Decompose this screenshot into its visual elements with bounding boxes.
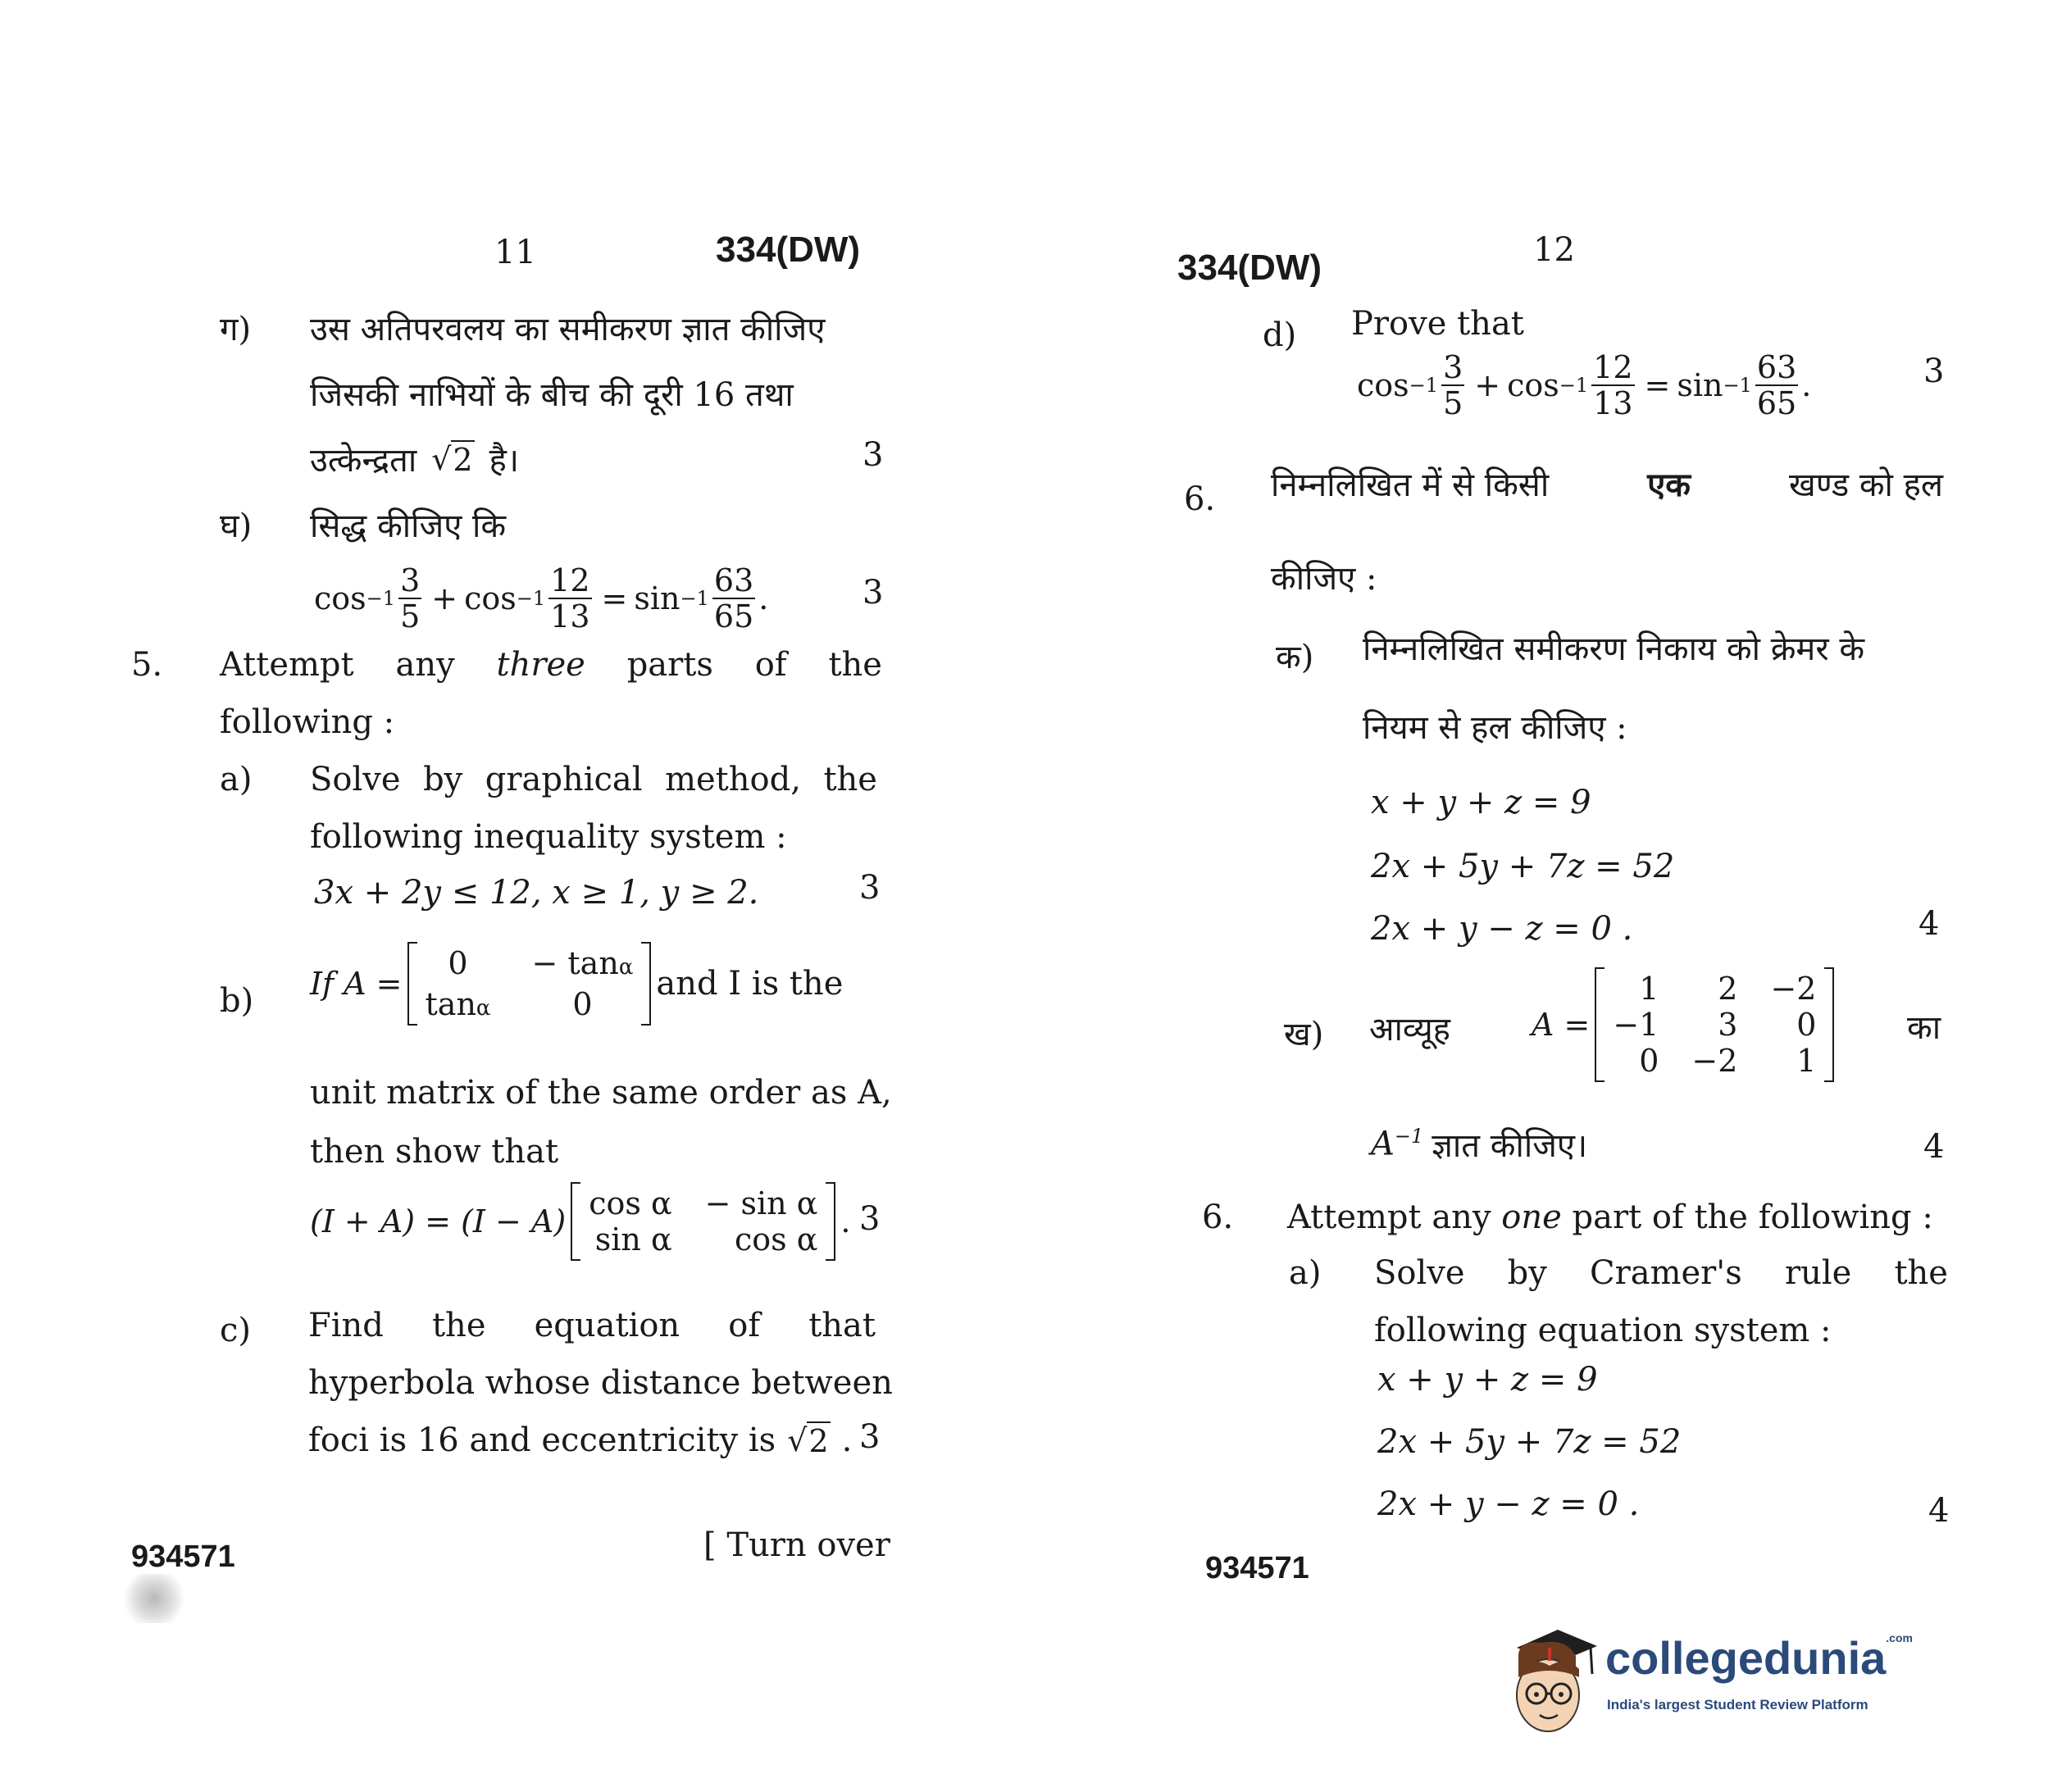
question-label: d) xyxy=(1263,316,1297,354)
question-text: Solve by graphical method, the xyxy=(310,761,877,798)
question-label: c) xyxy=(220,1312,252,1349)
paper-id: 934571 xyxy=(1205,1551,1309,1585)
question-text: Prove that xyxy=(1351,305,1524,343)
matrix-definition: If A = 0 − tanα tanα 0 and I is the xyxy=(310,926,843,1041)
sqrt-expression: √ 2 xyxy=(787,1422,829,1459)
marks: 3 xyxy=(863,574,884,612)
collegedunia-logo xyxy=(1500,1623,1913,1738)
equation: 2x + y − z = 0 . xyxy=(1371,910,1633,948)
question-text: then show that xyxy=(310,1133,559,1171)
page-number: 11 xyxy=(494,234,536,271)
marks: 3 xyxy=(859,1200,881,1238)
turn-over-note: [ Turn over xyxy=(703,1526,890,1564)
brand-tld: .com xyxy=(1886,1631,1913,1644)
brand-tagline: India's largest Student Review Platform xyxy=(1607,1697,1868,1712)
question-text: निम्नलिखित समीकरण निकाय को क्रेमर के xyxy=(1363,630,1865,668)
matrix-cell: −2 xyxy=(1691,1043,1738,1079)
matrix-cell: 3 xyxy=(1718,1007,1738,1043)
equation: x + y + z = 9 xyxy=(1377,1361,1598,1399)
paper-code: 334(DW) xyxy=(716,230,861,270)
question-label: b) xyxy=(220,982,254,1020)
question-text: निम्नलिखित में से किसी एक खण्ड को हल xyxy=(1271,466,1943,504)
question-text: Attempt any three parts of the xyxy=(220,646,882,684)
marks: 4 xyxy=(1928,1492,1950,1530)
question-text: उत्केन्द्रता √ 2 है। xyxy=(310,440,520,480)
question-text: foci is 16 and eccentricity is √ 2 . xyxy=(308,1421,853,1459)
question-text: Solve by Cramer's rule the xyxy=(1374,1254,1948,1292)
matrix-cell: 0 xyxy=(1639,1043,1659,1079)
matrix-A xyxy=(1595,967,1834,1082)
question-text: का xyxy=(1907,1009,1941,1047)
matrix-cell: −1 xyxy=(1613,1007,1659,1043)
matrix-cell: 1 xyxy=(1796,1043,1817,1079)
equation: x + y + z = 9 xyxy=(1371,784,1591,821)
marks: 3 xyxy=(859,869,881,907)
marks: 3 xyxy=(863,436,884,474)
question-number: 5. xyxy=(131,646,163,684)
mascot-icon xyxy=(1500,1623,1599,1738)
question-text: following : xyxy=(220,703,395,741)
equation: 2x + y − z = 0 . xyxy=(1377,1485,1640,1523)
question-label: ग) xyxy=(220,311,252,348)
question-text: hyperbola whose distance between xyxy=(308,1364,893,1402)
question-text: कीजिए : xyxy=(1271,560,1377,598)
question-label: ख) xyxy=(1284,1016,1324,1053)
question-text: उस अतिपरवलय का समीकरण ज्ञात कीजिए xyxy=(310,311,826,348)
marks: 3 xyxy=(859,1418,881,1456)
matrix-cell: 1 xyxy=(1639,971,1659,1007)
question-label: घ) xyxy=(220,507,253,545)
matrix-cell: 0 xyxy=(1796,1007,1817,1043)
question-text: $A^{-1}$ ज्ञात कीजिए। xyxy=(1371,1125,1588,1165)
question-text: सिद्ध कीजिए कि xyxy=(310,507,507,545)
question-number: 6. xyxy=(1202,1198,1234,1236)
matrix-cell: 2 xyxy=(1718,971,1738,1007)
question-label: क) xyxy=(1276,639,1314,676)
question-number: 6. xyxy=(1184,480,1216,518)
question-text: unit matrix of the same order as A, xyxy=(310,1074,892,1112)
matrix-cell: −2 xyxy=(1770,971,1817,1007)
question-text: following inequality system : xyxy=(310,818,787,856)
page-number: 12 xyxy=(1533,231,1575,269)
scan-smudge xyxy=(121,1574,187,1623)
inequality: 3x + 2y ≤ 12, x ≥ 1, y ≥ 2. xyxy=(314,874,759,912)
question-text: जिसकी नाभियों के बीच की दूरी 16 तथा xyxy=(310,376,794,414)
matrix-A: 0 − tanα tanα 0 xyxy=(407,942,652,1026)
question-text: Find the equation of that xyxy=(308,1307,876,1344)
trig-equation: cos −1 $\frac{3}{5}$ + cos −1 $\frac{12}{13}$ = sin −1 $\frac{63}{65}$ . xyxy=(314,562,769,634)
marks: 4 xyxy=(1919,905,1940,943)
question-text: Attempt any one part of the following : xyxy=(1287,1198,1933,1236)
brand-name: collegedunia xyxy=(1605,1632,1887,1684)
question-label: a) xyxy=(220,761,253,798)
marks: 3 xyxy=(1923,352,1945,390)
paper-id: 934571 xyxy=(131,1540,235,1574)
equation: 2x + 5y + 7z = 52 xyxy=(1377,1423,1682,1461)
question-text: आव्यूह xyxy=(1369,1011,1450,1048)
marks: 4 xyxy=(1923,1128,1945,1166)
matrix-equation: (I + A) = (I − A) cos α − sin α sin α cos α . xyxy=(310,1180,851,1262)
equation: 2x + 5y + 7z = 52 xyxy=(1371,848,1675,885)
question-text: following equation system : xyxy=(1374,1312,1832,1349)
question-text: नियम से हल कीजिए : xyxy=(1363,709,1627,747)
paper-code: 334(DW) xyxy=(1177,248,1322,288)
trig-equation: cos −1 $\frac{3}{5}$ + cos −1 $\frac{12}{13}$ = sin −1 $\frac{63}{65}$ . xyxy=(1357,349,1812,421)
question-label: a) xyxy=(1289,1254,1322,1292)
sqrt-expression: √ 2 xyxy=(431,440,473,478)
matrix-definition: A = 1 2 −2 −1 3 0 0 −2 1 xyxy=(1532,967,1839,1082)
